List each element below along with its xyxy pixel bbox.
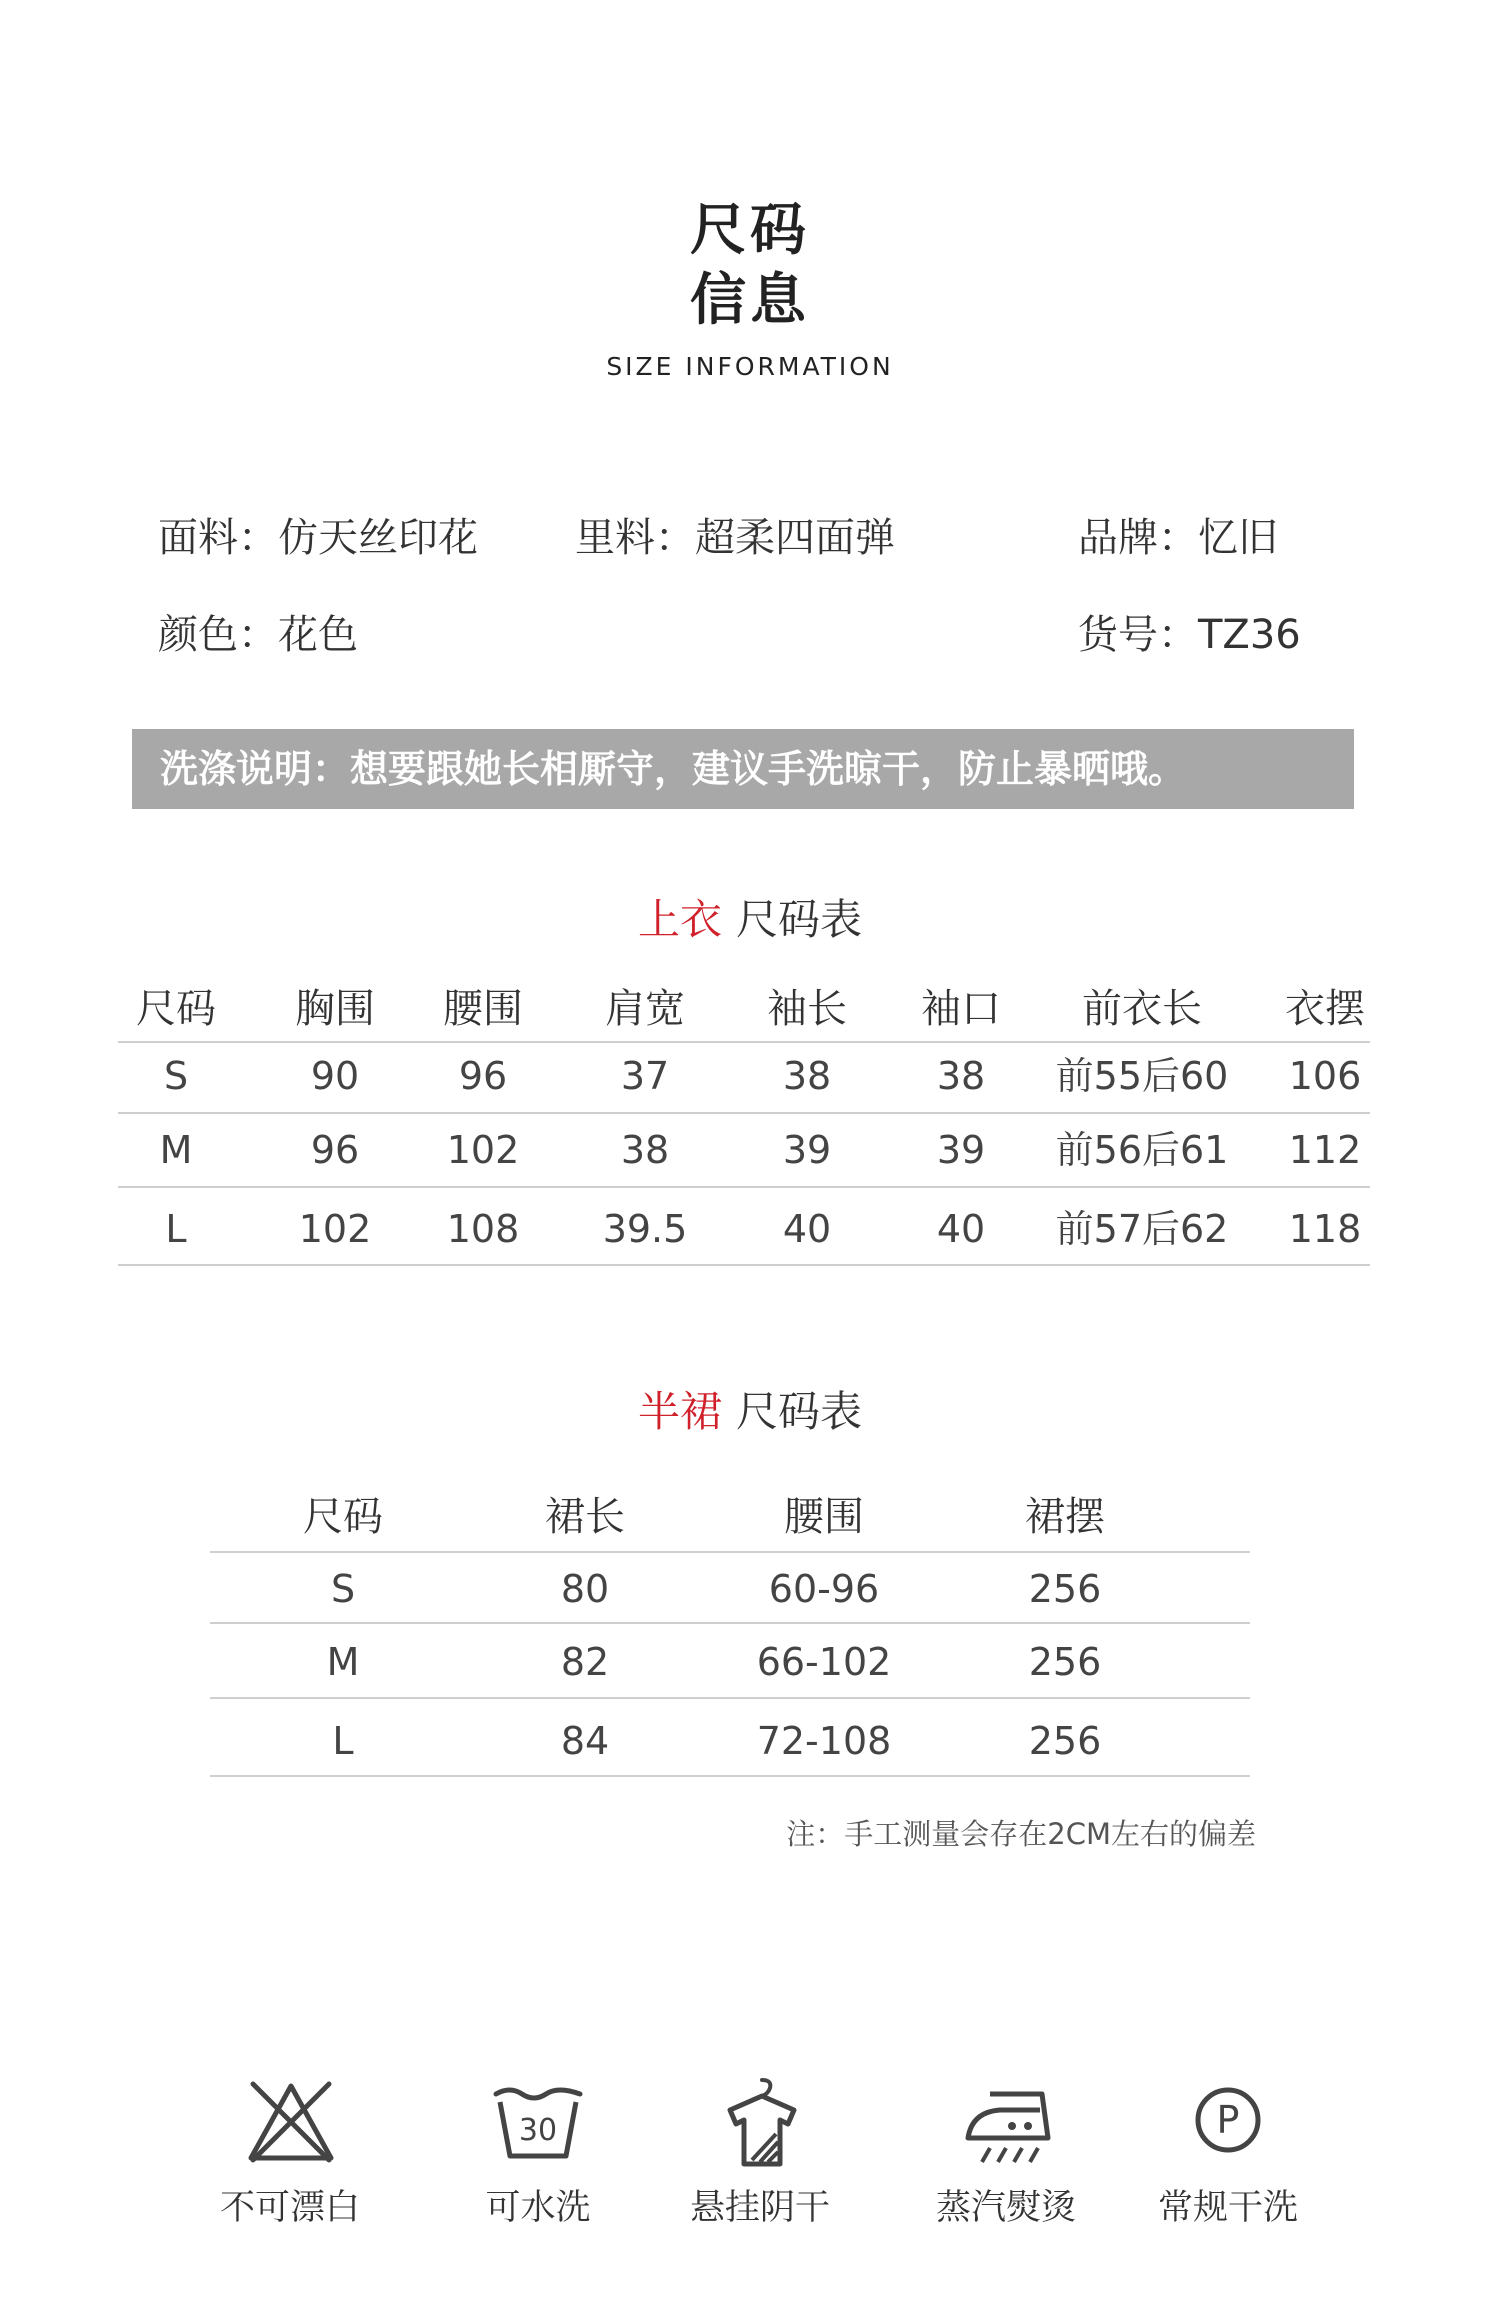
skirt-table-rule — [210, 1775, 1250, 1777]
top-table-cell: 38 — [782, 1054, 832, 1098]
skirt-table-cell: 256 — [1028, 1719, 1102, 1763]
skirt-table-cell: S — [330, 1567, 356, 1611]
skirt-table-title — [0, 1384, 1500, 1440]
top-header-cell: 袖口 — [921, 986, 1001, 1032]
top-table-rule — [118, 1186, 1370, 1188]
top-table-rule — [118, 1112, 1370, 1114]
top-header-cell: 袖长 — [767, 986, 847, 1032]
top-header-cell: 胸围 — [295, 986, 375, 1032]
top-table-title-black: 尺码表 — [736, 895, 863, 944]
top-table-cell: 37 — [620, 1054, 670, 1098]
top-table-cell: 108 — [446, 1207, 520, 1251]
top-table-cell: 40 — [936, 1207, 986, 1251]
skirt-table-cell: 66-102 — [756, 1640, 892, 1684]
steam-iron-icon — [960, 2072, 1060, 2172]
care-label-wash: 可水洗 — [485, 2188, 591, 2228]
top-table-cell: 102 — [298, 1207, 372, 1251]
care-label-hang-dry: 悬挂阴干 — [689, 2188, 830, 2228]
top-table-cell: 90 — [310, 1054, 360, 1098]
skirt-table-cell: M — [326, 1640, 360, 1684]
skirt-table-cell: 72-108 — [756, 1719, 892, 1763]
top-table-cell: 39 — [936, 1128, 986, 1172]
top-table-cell: 38 — [936, 1054, 986, 1098]
wash-30-icon — [488, 2072, 588, 2172]
lining-info: 里料：超柔四面弹 — [575, 515, 895, 561]
page-subtitle: SIZE INFORMATION — [606, 352, 894, 381]
skirt-table-cell: 82 — [560, 1640, 610, 1684]
top-table-cell: 39.5 — [602, 1207, 688, 1251]
top-table-cell: 118 — [1288, 1207, 1362, 1251]
wash-30-label: 30 — [518, 2113, 558, 2148]
skirt-table-title-black: 尺码表 — [736, 1387, 863, 1436]
top-table-cell: 前56后61 — [1055, 1128, 1229, 1172]
care-label-dry-clean: 常规干洗 — [1157, 2188, 1298, 2228]
skirt-header-cell: 裙摆 — [1025, 1494, 1105, 1540]
top-header-cell: 尺码 — [136, 986, 216, 1032]
skirt-table-rule — [210, 1697, 1250, 1699]
skirt-table-cell: 256 — [1028, 1567, 1102, 1611]
dry-clean-p-icon — [1178, 2072, 1278, 2172]
skirt-table-cell: 60-96 — [768, 1567, 880, 1611]
top-table-cell: 40 — [782, 1207, 832, 1251]
fabric-info: 面料：仿天丝印花 — [158, 515, 478, 561]
top-header-cell: 腰围 — [443, 986, 523, 1032]
top-table-rule — [118, 1041, 1370, 1043]
top-table-cell: 39 — [782, 1128, 832, 1172]
top-table-cell: 112 — [1288, 1128, 1362, 1172]
top-header-cell: 衣摆 — [1285, 986, 1365, 1032]
brand-info: 品牌：忆旧 — [1078, 515, 1278, 561]
top-header-cell: 肩宽 — [605, 986, 685, 1032]
top-header-cell: 前衣长 — [1082, 986, 1202, 1032]
top-table-cell: M — [159, 1128, 193, 1172]
skirt-table-cell: 80 — [560, 1567, 610, 1611]
top-table-cell: L — [165, 1207, 187, 1251]
page-title-line1: 尺码 — [690, 198, 810, 263]
color-info: 颜色：花色 — [158, 612, 358, 658]
skirt-table-cell: 256 — [1028, 1640, 1102, 1684]
skirt-header-cell: 裙长 — [545, 1494, 625, 1540]
top-table-rule — [118, 1264, 1370, 1266]
no-bleach-icon — [241, 2072, 341, 2172]
item-no-info: 货号：TZ36 — [1078, 612, 1301, 658]
top-table-cell: 106 — [1288, 1054, 1362, 1098]
top-table-title — [0, 892, 1500, 948]
skirt-header-cell: 腰围 — [784, 1494, 864, 1540]
skirt-table-cell: L — [332, 1719, 354, 1763]
top-table-cell: 38 — [620, 1128, 670, 1172]
measurement-note: 注：手工测量会存在2CM左右的偏差 — [786, 1817, 1256, 1851]
skirt-table-rule — [210, 1551, 1250, 1553]
top-table-cell: 96 — [310, 1128, 360, 1172]
care-label-no-bleach: 不可漂白 — [219, 2188, 360, 2228]
skirt-table-rule — [210, 1622, 1250, 1624]
top-table-cell: S — [163, 1054, 189, 1098]
care-label-steam-iron: 蒸汽熨烫 — [935, 2188, 1076, 2228]
top-table-title-red: 上衣 — [637, 895, 722, 944]
page-title-line2: 信息 — [690, 268, 810, 333]
dry-clean-p-label: P — [1216, 2098, 1240, 2142]
skirt-header-cell: 尺码 — [303, 1494, 383, 1540]
top-table-cell: 前57后62 — [1055, 1207, 1229, 1251]
top-table-cell: 102 — [446, 1128, 520, 1172]
hang-dry-shade-icon — [712, 2072, 812, 2172]
skirt-table-cell: 84 — [560, 1719, 610, 1763]
wash-instructions-banner: 洗涤说明：想要跟她长相厮守，建议手洗晾干，防止暴晒哦。 — [132, 729, 1354, 809]
top-table-cell: 前55后60 — [1055, 1054, 1229, 1098]
top-table-cell: 96 — [458, 1054, 508, 1098]
skirt-table-title-red: 半裙 — [637, 1387, 722, 1436]
